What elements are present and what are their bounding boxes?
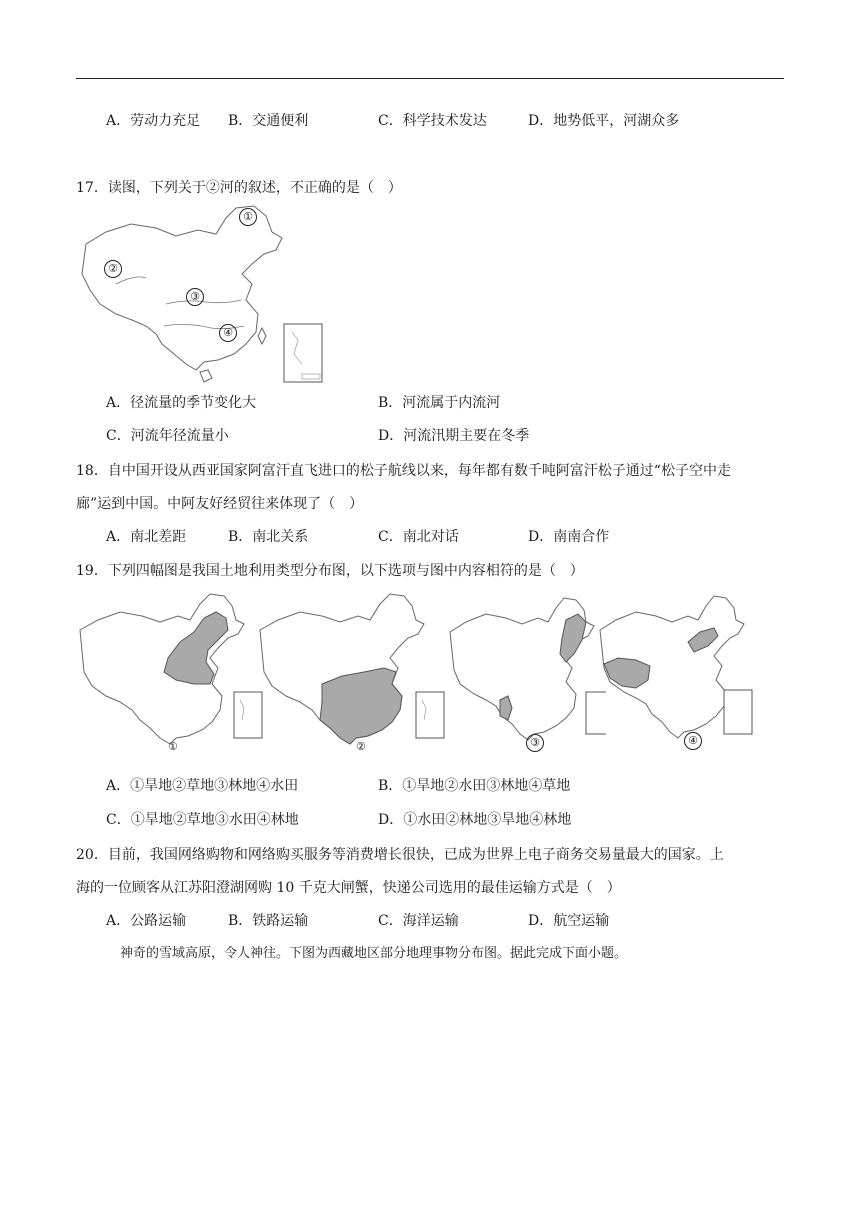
- header-rule: [76, 78, 784, 79]
- q17-option-b[interactable]: B．河流属于内流河: [378, 395, 501, 411]
- q18-option-d[interactable]: D．南南合作: [528, 529, 610, 545]
- q19-option-a[interactable]: A．①旱地②草地③林地④水田: [106, 778, 299, 794]
- q17-option-d[interactable]: D．河流汛期主要在冬季: [378, 428, 530, 444]
- q17-label-3: ③: [186, 288, 204, 306]
- q18-stem-line2: 廊”运到中国。中阿友好经贸往来体现了（ ）: [76, 496, 364, 512]
- q17-label-1: ①: [239, 208, 257, 226]
- q17-stem: 17．读图，下列关于②河的叙述，不正确的是（ ）: [76, 180, 402, 196]
- q19-option-c[interactable]: C．①旱地②草地③水田④林地: [106, 812, 299, 828]
- q19-caption-3: ③: [526, 734, 544, 752]
- q20-option-b[interactable]: B．铁路运输: [228, 913, 309, 929]
- q18-option-b[interactable]: B．南北关系: [228, 529, 309, 545]
- q20-option-a[interactable]: A．公路运输: [106, 913, 187, 929]
- q20-stem-line2: 海的一位顾客从江苏阳澄湖网购 10 千克大闸蟹，快递公司选用的最佳运输方式是（ ）: [76, 880, 621, 896]
- q19-map-3: [446, 596, 606, 749]
- q20-stem-line1: 20．目前，我国网络购物和网络购买服务等消费增长很快，已成为世界上电子商务交易量最大的国家。上: [76, 847, 724, 863]
- q18-option-a[interactable]: A．南北差距: [106, 529, 187, 545]
- q19-map-4: [596, 594, 766, 747]
- q17-label-2: ②: [104, 260, 122, 278]
- q20-option-c[interactable]: C．海洋运输: [378, 913, 459, 929]
- q19-caption-1: ①: [168, 740, 178, 753]
- q17-option-c[interactable]: C．河流年径流量小: [106, 428, 229, 444]
- q19-caption-2: ②: [356, 740, 366, 753]
- q16-option-d[interactable]: D．地势低平，河湖众多: [528, 113, 680, 129]
- section-intro: 神奇的雪域高原，令人神往。下图为西藏地区部分地理事物分布图。据此完成下面小题。: [120, 946, 628, 961]
- q20-option-d[interactable]: D．航空运输: [528, 913, 610, 929]
- q17-china-map: [76, 204, 336, 384]
- q19-option-d[interactable]: D．①水田②林地③旱地④林地: [378, 812, 572, 828]
- q16-option-c[interactable]: C．科学技术发达: [378, 113, 487, 129]
- q18-stem-line1: 18．自中国开设从西亚国家阿富汗直飞进口的松子航线以来，每年都有数千吨阿富汗松子通过“松子空中走: [76, 463, 731, 479]
- q19-map-2: [256, 592, 446, 752]
- q19-map-1: [76, 592, 266, 752]
- q17-label-4: ④: [219, 324, 237, 342]
- q19-option-b[interactable]: B．①旱地②水田③林地④草地: [378, 778, 571, 794]
- q18-option-c[interactable]: C．南北对话: [378, 529, 459, 545]
- q19-stem: 19．下列四幅图是我国土地利用类型分布图，以下选项与图中内容相符的是（ ）: [76, 563, 584, 579]
- q19-caption-4: ④: [684, 732, 702, 750]
- q16-option-b[interactable]: B．交通便利: [228, 113, 309, 129]
- q17-option-a[interactable]: A．径流量的季节变化大: [106, 395, 257, 411]
- q16-option-a[interactable]: A．劳动力充足: [106, 113, 201, 129]
